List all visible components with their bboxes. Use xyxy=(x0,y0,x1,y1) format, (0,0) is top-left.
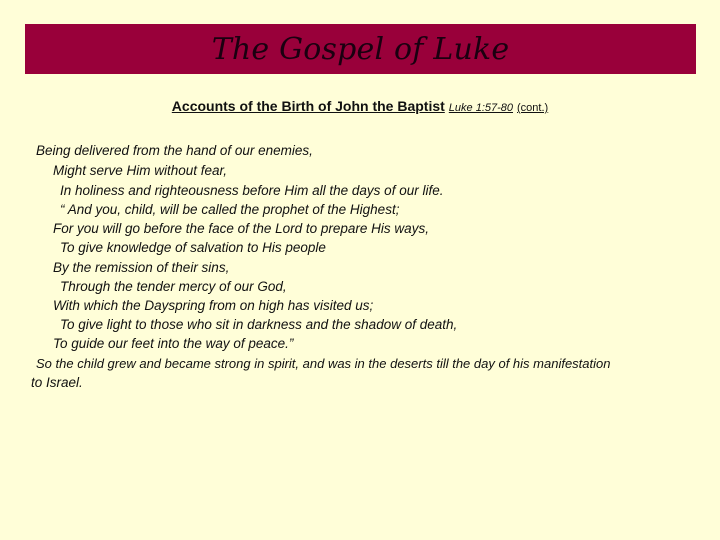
verse-line-10: To give light to those who sit in darkness and the shadow of death, xyxy=(60,317,458,332)
subtitle-main: Accounts of the Birth of John the Baptist xyxy=(171,98,445,114)
verse-line-5: For you will go before the face of the Lord to prepare His ways, xyxy=(53,221,429,236)
verse-line-6: To give knowledge of salvation to His people xyxy=(60,240,326,255)
verse-line-4: “ And you, child, will be called the prophet of the Highest; xyxy=(60,202,400,217)
verse-line-2: Might serve Him without fear, xyxy=(53,163,228,178)
slide-subtitle xyxy=(0,98,720,114)
slide-title: The Gospel of Luke xyxy=(211,31,510,67)
verse-line-13: to Israel. xyxy=(31,375,83,390)
verse-line-1: Being delivered from the hand of our enemies, xyxy=(36,143,313,158)
verse-line-9: With which the Dayspring from on high has visited us; xyxy=(53,298,374,313)
verse-line-8: Through the tender mercy of our God, xyxy=(60,279,287,294)
verse-line-3: In holiness and righteousness before Him all the days of our life. xyxy=(60,183,444,198)
subtitle-cont: (cont.) xyxy=(517,102,549,114)
verse-line-7: By the remission of their sins, xyxy=(53,260,230,275)
title-bar xyxy=(25,24,696,74)
verse-line-12: So the child grew and became strong in spirit, and was in the deserts till the day of his manifestation xyxy=(36,356,611,371)
subtitle-reference: Luke 1:57-80 xyxy=(448,102,514,114)
verse-line-11: To guide our feet into the way of peace.” xyxy=(53,336,294,351)
